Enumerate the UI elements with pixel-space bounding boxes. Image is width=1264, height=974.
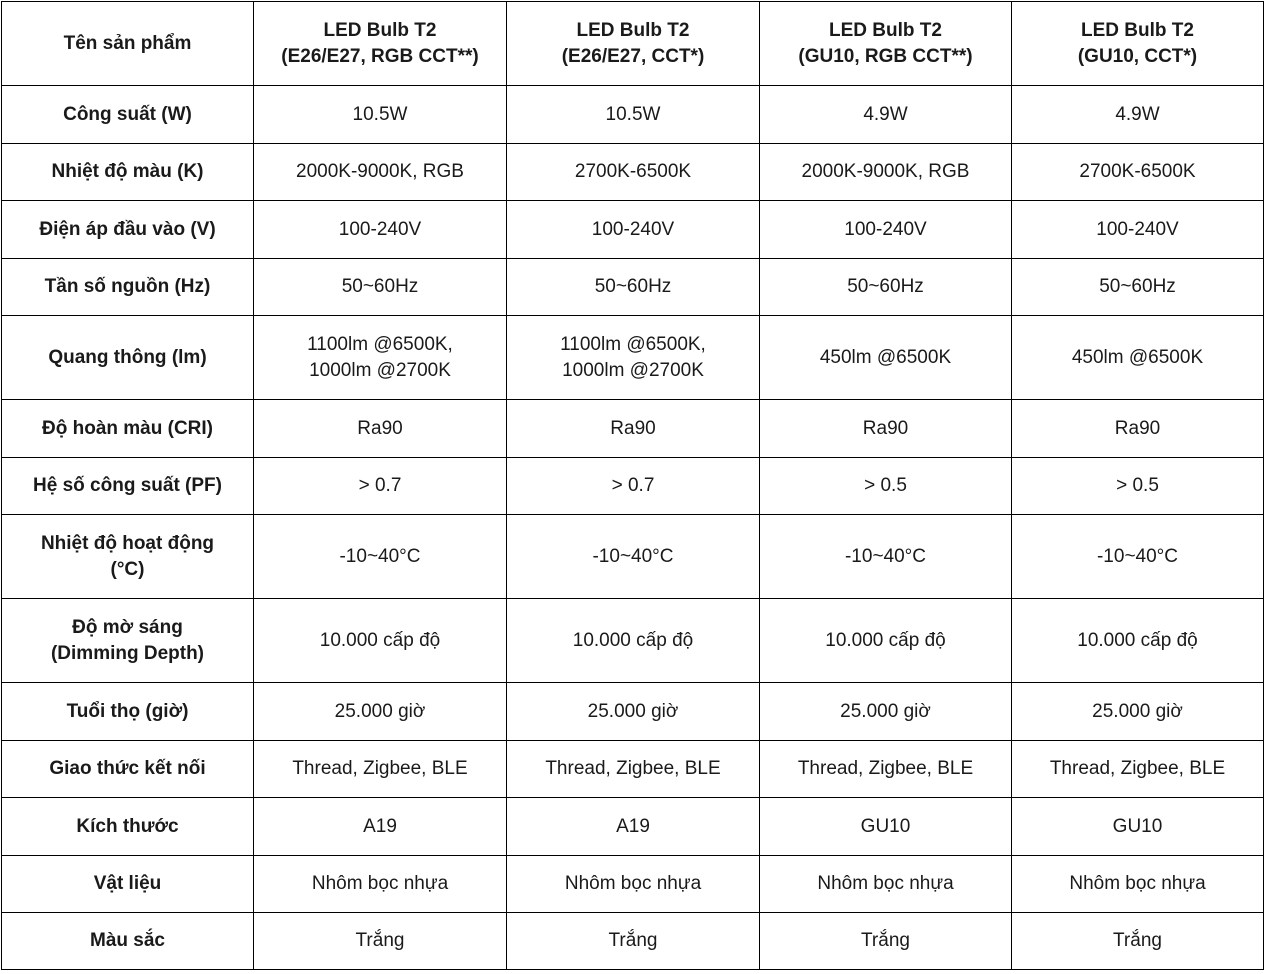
table-cell xyxy=(760,798,1012,856)
table-cell xyxy=(507,913,760,970)
table-cell xyxy=(507,683,760,741)
table-cell xyxy=(1012,856,1264,913)
row-label-cell xyxy=(2,798,254,856)
table-cell xyxy=(254,458,507,515)
table-cell xyxy=(254,316,507,400)
table-cell xyxy=(760,458,1012,515)
product-name: LED Bulb T2 xyxy=(576,19,690,41)
row-label: Công suất (W) xyxy=(63,103,192,125)
cell-value: Thread, Zigbee, BLE xyxy=(292,758,468,779)
cell-value: Nhôm bọc nhựa xyxy=(817,873,954,894)
cell-value: 25.000 giờ xyxy=(840,700,931,722)
product-header-4 xyxy=(1012,2,1264,86)
cell-value: Ra90 xyxy=(357,417,403,439)
table-cell xyxy=(254,913,507,970)
table-cell xyxy=(254,856,507,913)
table-row xyxy=(2,259,1264,316)
table-cell xyxy=(1012,683,1264,741)
cell-value: 2000K-9000K, RGB xyxy=(296,161,464,182)
table-row xyxy=(2,86,1264,144)
cell-value: Thread, Zigbee, BLE xyxy=(545,758,721,779)
row-label-cell xyxy=(2,599,254,683)
product-variant: (E26/E27, RGB CCT**) xyxy=(281,45,479,67)
table-cell xyxy=(760,144,1012,201)
product-variant: (GU10, CCT*) xyxy=(1077,45,1198,67)
table-cell xyxy=(254,86,507,144)
cell-value: 10.5W xyxy=(352,103,408,125)
table-row xyxy=(2,515,1264,599)
cell-value: > 0.5 xyxy=(864,475,907,496)
product-header-3 xyxy=(760,2,1012,86)
cell-value: 100-240V xyxy=(844,218,927,240)
table-cell xyxy=(760,599,1012,683)
row-label: Màu sắc xyxy=(90,930,165,951)
row-label: Quang thông (lm) xyxy=(48,346,207,368)
cell-value: 10.000 cấp độ xyxy=(319,629,441,651)
row-label-cell xyxy=(2,259,254,316)
row-label-cell xyxy=(2,400,254,458)
header-label: Tên sản phẩm xyxy=(63,32,192,54)
cell-value: Ra90 xyxy=(1114,417,1161,439)
cell-value: > 0.7 xyxy=(611,475,655,496)
table-row xyxy=(2,798,1264,856)
cell-value: 100-240V xyxy=(338,218,422,240)
row-label: (Dimming Depth) xyxy=(50,642,205,664)
table-cell xyxy=(254,741,507,798)
table-cell xyxy=(507,599,760,683)
table-cell xyxy=(760,683,1012,741)
spec-table xyxy=(1,1,1264,970)
table-cell xyxy=(507,741,760,798)
table-row xyxy=(2,316,1264,400)
row-label: Nhiệt độ hoạt động xyxy=(40,532,215,554)
cell-value: 450lm @6500K xyxy=(819,346,952,368)
row-label: Độ mờ sáng xyxy=(72,616,183,638)
table-cell xyxy=(1012,741,1264,798)
row-label-cell xyxy=(2,316,254,400)
table-cell xyxy=(507,515,760,599)
table-cell xyxy=(254,144,507,201)
table-cell xyxy=(507,316,760,400)
table-cell xyxy=(507,86,760,144)
table-cell xyxy=(254,683,507,741)
table-cell xyxy=(507,400,760,458)
table-cell xyxy=(1012,798,1264,856)
cell-value: 100-240V xyxy=(591,218,675,240)
row-label: Hệ số công suất (PF) xyxy=(33,475,222,496)
table-cell xyxy=(254,798,507,856)
cell-value: > 0.5 xyxy=(1116,475,1159,496)
cell-value: 25.000 giờ xyxy=(587,700,679,722)
table-cell xyxy=(760,201,1012,259)
header-label-cell xyxy=(2,2,254,86)
table-cell xyxy=(1012,913,1264,970)
cell-value: A19 xyxy=(363,815,397,837)
table-cell xyxy=(507,144,760,201)
table-cell xyxy=(760,400,1012,458)
cell-value: Thread, Zigbee, BLE xyxy=(1049,758,1226,779)
cell-value: Trắng xyxy=(608,930,658,951)
table-cell xyxy=(1012,599,1264,683)
table-cell xyxy=(507,798,760,856)
table-cell xyxy=(507,856,760,913)
table-cell xyxy=(507,259,760,316)
row-label: Giao thức kết nối xyxy=(49,758,206,779)
cell-value: 2700K-6500K xyxy=(1079,161,1196,182)
cell-value: 50~60Hz xyxy=(594,276,672,297)
product-name: LED Bulb T2 xyxy=(323,19,437,41)
product-header-2 xyxy=(507,2,760,86)
product-name: LED Bulb T2 xyxy=(1081,19,1194,41)
row-label: Vật liệu xyxy=(93,873,162,894)
table-row xyxy=(2,599,1264,683)
cell-value: 10.000 cấp độ xyxy=(572,629,694,651)
table-cell xyxy=(254,259,507,316)
table-cell xyxy=(760,913,1012,970)
table-cell xyxy=(1012,144,1264,201)
row-label: Tuổi thọ (giờ) xyxy=(66,700,189,722)
table-cell xyxy=(760,86,1012,144)
table-row xyxy=(2,741,1264,798)
table-row xyxy=(2,913,1264,970)
row-label-cell xyxy=(2,515,254,599)
row-label-cell xyxy=(2,741,254,798)
table-row xyxy=(2,458,1264,515)
cell-value: Thread, Zigbee, BLE xyxy=(797,758,974,779)
table-cell xyxy=(254,400,507,458)
row-label-cell xyxy=(2,913,254,970)
row-label: (°C) xyxy=(110,558,145,580)
table-cell xyxy=(507,458,760,515)
row-label-cell xyxy=(2,458,254,515)
cell-value: 50~60Hz xyxy=(341,276,419,297)
cell-value: A19 xyxy=(616,815,650,837)
cell-value: > 0.7 xyxy=(358,475,402,496)
product-variant: (GU10, RGB CCT**) xyxy=(798,45,973,67)
table-cell xyxy=(1012,316,1264,400)
table-cell xyxy=(254,201,507,259)
cell-value: GU10 xyxy=(1112,815,1163,837)
cell-value: 2000K-9000K, RGB xyxy=(801,161,970,182)
cell-value: -10~40°C xyxy=(844,545,926,567)
row-label-cell xyxy=(2,856,254,913)
table-row xyxy=(2,201,1264,259)
cell-value: 100-240V xyxy=(1096,218,1179,240)
cell-value: 1000lm @2700K xyxy=(562,359,704,381)
table-cell xyxy=(1012,259,1264,316)
table-cell xyxy=(760,259,1012,316)
row-label-cell xyxy=(2,683,254,741)
table-cell xyxy=(1012,86,1264,144)
cell-value: Ra90 xyxy=(862,417,909,439)
table-row xyxy=(2,856,1264,913)
cell-value: GU10 xyxy=(860,815,911,837)
table-cell xyxy=(1012,400,1264,458)
cell-value: Trắng xyxy=(355,930,405,951)
cell-value: Nhôm bọc nhựa xyxy=(311,873,449,894)
cell-value: 2700K-6500K xyxy=(574,161,692,182)
row-label: Độ hoàn màu (CRI) xyxy=(42,417,213,439)
row-label: Kích thước xyxy=(76,815,179,837)
table-header-row xyxy=(2,2,1264,86)
row-label-cell xyxy=(2,201,254,259)
table-cell xyxy=(1012,458,1264,515)
cell-value: Trắng xyxy=(1113,930,1162,951)
cell-value: -10~40°C xyxy=(592,545,674,567)
table-cell xyxy=(760,515,1012,599)
cell-value: 1100lm @6500K, xyxy=(560,333,706,355)
table-cell xyxy=(760,741,1012,798)
table-cell xyxy=(760,316,1012,400)
cell-value: 4.9W xyxy=(1115,103,1160,125)
row-label-cell xyxy=(2,86,254,144)
cell-value: Ra90 xyxy=(610,417,656,439)
row-label: Điện áp đầu vào (V) xyxy=(39,218,216,240)
table-row xyxy=(2,144,1264,201)
table-cell xyxy=(1012,201,1264,259)
product-name: LED Bulb T2 xyxy=(829,19,942,41)
cell-value: 450lm @6500K xyxy=(1071,346,1204,368)
table-cell xyxy=(507,201,760,259)
cell-value: Nhôm bọc nhựa xyxy=(564,873,702,894)
cell-value: -10~40°C xyxy=(339,545,421,567)
cell-value: 10.5W xyxy=(605,103,661,125)
row-label: Tần số nguồn (Hz) xyxy=(44,276,211,297)
cell-value: -10~40°C xyxy=(1096,545,1178,567)
cell-value: 1000lm @2700K xyxy=(309,359,451,381)
cell-value: 4.9W xyxy=(863,103,908,125)
table-cell xyxy=(254,599,507,683)
product-variant: (E26/E27, CCT*) xyxy=(561,45,705,67)
cell-value: 1100lm @6500K, xyxy=(307,333,453,355)
cell-value: 50~60Hz xyxy=(1099,276,1176,297)
cell-value: 25.000 giờ xyxy=(1092,700,1183,722)
cell-value: Nhôm bọc nhựa xyxy=(1069,873,1206,894)
table-row xyxy=(2,683,1264,741)
table-cell xyxy=(760,856,1012,913)
row-label: Nhiệt độ màu (K) xyxy=(51,161,204,182)
table-cell xyxy=(254,515,507,599)
table-row xyxy=(2,400,1264,458)
cell-value: 25.000 giờ xyxy=(334,700,426,722)
cell-value: 10.000 cấp độ xyxy=(1077,629,1198,651)
cell-value: 10.000 cấp độ xyxy=(825,629,946,651)
table-cell xyxy=(1012,515,1264,599)
row-label-cell xyxy=(2,144,254,201)
cell-value: 50~60Hz xyxy=(847,276,924,297)
cell-value: Trắng xyxy=(861,930,910,951)
product-header-1 xyxy=(254,2,507,86)
